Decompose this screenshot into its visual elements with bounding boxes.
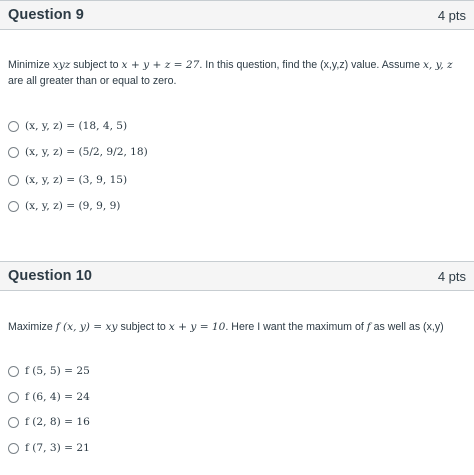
answer-label: (x, y, z) = (9, 9, 9) bbox=[25, 200, 121, 212]
question-9-header bbox=[0, 0, 474, 30]
q9-answer-option-2[interactable] bbox=[8, 144, 148, 160]
question-9-points: 4 pts bbox=[437, 7, 466, 23]
constraint-expression: x + y + z = 27 bbox=[121, 59, 200, 71]
answer-label: f (6, 4) = 24 bbox=[25, 391, 90, 403]
radio-button[interactable] bbox=[8, 443, 19, 454]
function-symbol: f bbox=[366, 321, 371, 333]
radio-button[interactable] bbox=[8, 366, 19, 377]
radio-button[interactable] bbox=[8, 417, 19, 428]
radio-button[interactable] bbox=[8, 147, 19, 158]
question-10-title: Question 10 bbox=[8, 268, 93, 284]
answer-label: (x, y, z) = (5/2, 9/2, 18) bbox=[25, 146, 148, 158]
question-10-header bbox=[0, 261, 474, 291]
q9-answer-option-4[interactable] bbox=[8, 198, 120, 214]
radio-button[interactable] bbox=[8, 121, 19, 132]
question-9-prompt: Minimize xyz subject to x + y + z = 27. In this question, find the (x,y,z) value. Assume x, y, z are all greater than or equal to zero. bbox=[8, 59, 453, 87]
q10-answer-option-2[interactable] bbox=[8, 389, 90, 405]
objective-expression: xyz bbox=[52, 59, 71, 71]
answer-label: f (5, 5) = 25 bbox=[25, 365, 90, 377]
q10-answer-option-3[interactable] bbox=[8, 414, 90, 430]
function-expression: f (x, y) = xy bbox=[55, 321, 118, 333]
answer-label: (x, y, z) = (18, 4, 5) bbox=[25, 120, 128, 132]
radio-button[interactable] bbox=[8, 392, 19, 403]
constraint-expression: x + y = 10 bbox=[168, 321, 226, 333]
question-10-points: 4 pts bbox=[437, 268, 466, 284]
q9-answer-option-3[interactable] bbox=[8, 172, 127, 188]
answer-label: f (7, 3) = 21 bbox=[25, 442, 90, 454]
answer-label: f (2, 8) = 16 bbox=[25, 416, 90, 428]
q9-answer-option-1[interactable] bbox=[8, 118, 127, 134]
radio-button[interactable] bbox=[8, 201, 19, 212]
radio-button[interactable] bbox=[8, 175, 19, 186]
variables-expression: x, y, z bbox=[422, 59, 453, 71]
question-9-title: Question 9 bbox=[8, 7, 84, 23]
answer-label: (x, y, z) = (3, 9, 15) bbox=[25, 174, 128, 186]
question-10-prompt: Maximize f (x, y) = xy subject to x + y = 10. Here I want the maximum of f as well as (x,y) bbox=[8, 321, 444, 333]
q10-answer-option-1[interactable] bbox=[8, 363, 90, 379]
q10-answer-option-4[interactable] bbox=[8, 440, 90, 456]
